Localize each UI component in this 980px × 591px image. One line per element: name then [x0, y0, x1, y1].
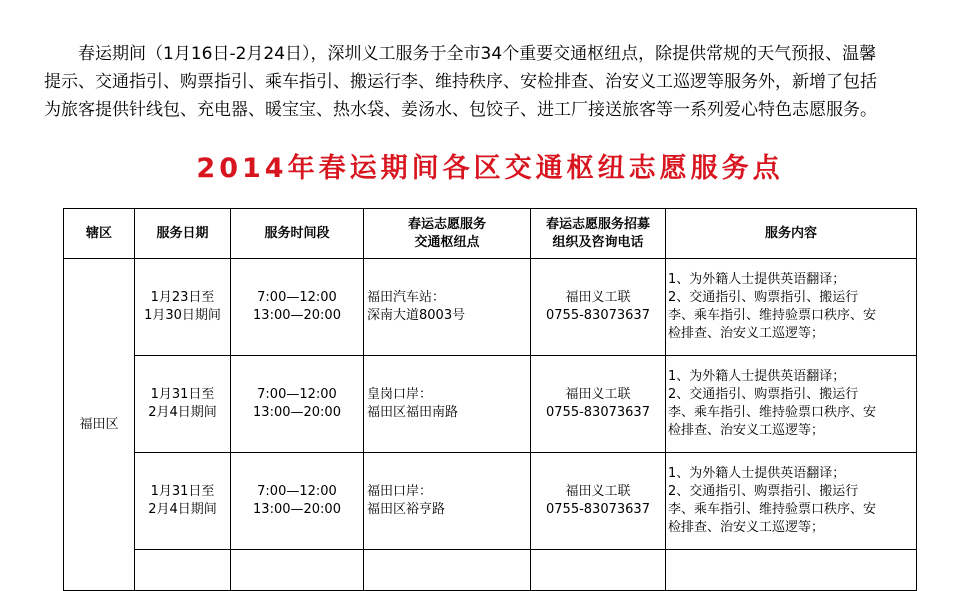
intro-line: 春运期间（1月16日-2月24日），深圳义工服务于全市34个重要交通枢纽点，除提供常规的天气预报、温馨: [78, 44, 877, 64]
org-cell: [531, 453, 666, 550]
content-line: 1、为外籍人士提供英语翻译；: [668, 272, 846, 287]
content-line: 检排查、治安义工巡逻等；: [668, 423, 825, 438]
table-header-row: [64, 209, 917, 259]
hub-line: 福田区福田南路: [367, 405, 459, 420]
org-line: 0755-83073637: [546, 308, 650, 323]
date-line: 1月31日至: [150, 387, 215, 402]
content-line: 2、交通指引、购票指引、搬运行: [668, 387, 859, 402]
org-cell: [531, 259, 666, 356]
time-line: 7:00—12:00: [257, 387, 337, 402]
date-line: 1月23日至: [150, 290, 215, 305]
content-cell: [666, 356, 917, 453]
content-line: 2、交通指引、购票指引、搬运行: [668, 290, 859, 305]
page-title: 2014年春运期间各区交通枢纽志愿服务点: [196, 153, 784, 184]
time-cell: [231, 356, 364, 453]
empty-cell: [666, 550, 917, 591]
hub-cell: [364, 356, 531, 453]
service-points-table: [63, 208, 917, 591]
hub-line: 深南大道8003号: [367, 308, 466, 323]
hub-line: 福田区裕亨路: [367, 502, 446, 517]
date-cell: [135, 453, 231, 550]
date-line: 2月4日期间: [148, 405, 217, 420]
time-line: 7:00—12:00: [257, 484, 337, 499]
content-line: 李、乘车指引、维持验票口秩序、安: [668, 502, 877, 517]
time-cell: [231, 453, 364, 550]
org-line: 福田义工联: [565, 387, 631, 402]
hub-cell: [364, 453, 531, 550]
content-line: 李、乘车指引、维持验票口秩序、安: [668, 405, 877, 420]
empty-cell: [364, 550, 531, 591]
content-line: 李、乘车指引、维持验票口秩序、安: [668, 308, 877, 323]
time-line: 13:00—20:00: [253, 405, 341, 420]
time-cell: [231, 259, 364, 356]
date-line: 1月31日至: [150, 484, 215, 499]
content-line: 1、为外籍人士提供英语翻译；: [668, 369, 846, 384]
org-line: 0755-83073637: [546, 502, 650, 517]
intro-line: 为旅客提供针线包、充电器、暖宝宝、热水袋、姜汤水、包饺子、进工厂接送旅客等一系列爱心特色志愿服务。: [44, 100, 877, 120]
column-header-org: [531, 209, 666, 259]
table-row: [64, 550, 917, 591]
org-line: 福田义工联: [565, 290, 631, 305]
content-line: 1、为外籍人士提供英语翻译；: [668, 466, 846, 481]
intro-line: 提示、交通指引、购票指引、乘车指引、搬运行李、维持秩序、安检排查、治安义工巡逻等服务外，新增了包括: [44, 72, 877, 92]
column-header-hub-line: 交通枢纽点: [414, 234, 480, 250]
column-header-district: 辖区: [64, 209, 135, 259]
district-cell: 福田区: [64, 259, 135, 591]
org-cell: [531, 356, 666, 453]
content-cell: [666, 259, 917, 356]
org-line: 福田义工联: [565, 484, 631, 499]
content-cell: [666, 453, 917, 550]
table-row: [64, 259, 917, 356]
date-line: 1月30日期间: [144, 308, 221, 323]
content-line: 2、交通指引、购票指引、搬运行: [668, 484, 859, 499]
empty-cell: [531, 550, 666, 591]
column-header-hub-line: 春运志愿服务: [407, 216, 486, 232]
hub-line: 福田口岸：: [367, 484, 433, 499]
time-line: 7:00—12:00: [257, 290, 337, 305]
content-line: 检排查、治安义工巡逻等；: [668, 520, 825, 535]
table-row: [64, 453, 917, 550]
hub-cell: [364, 259, 531, 356]
column-header-date: 服务日期: [135, 209, 231, 259]
column-header-org-line: 组织及咨询电话: [552, 234, 644, 250]
content-line: 检排查、治安义工巡逻等；: [668, 326, 825, 341]
column-header-time: 服务时间段: [231, 209, 364, 259]
date-cell: [135, 259, 231, 356]
table-row: [64, 356, 917, 453]
date-line: 2月4日期间: [148, 502, 217, 517]
column-header-content: 服务内容: [666, 209, 917, 259]
time-line: 13:00—20:00: [253, 502, 341, 517]
column-header-hub: [364, 209, 531, 259]
time-line: 13:00—20:00: [253, 308, 341, 323]
date-cell: [135, 356, 231, 453]
intro-paragraph: [44, 40, 934, 124]
org-line: 0755-83073637: [546, 405, 650, 420]
empty-cell: [231, 550, 364, 591]
hub-line: 福田汽车站：: [367, 290, 446, 305]
empty-cell: [135, 550, 231, 591]
column-header-org-line: 春运志愿服务招募: [545, 216, 650, 232]
hub-line: 皇岗口岸：: [367, 387, 433, 402]
